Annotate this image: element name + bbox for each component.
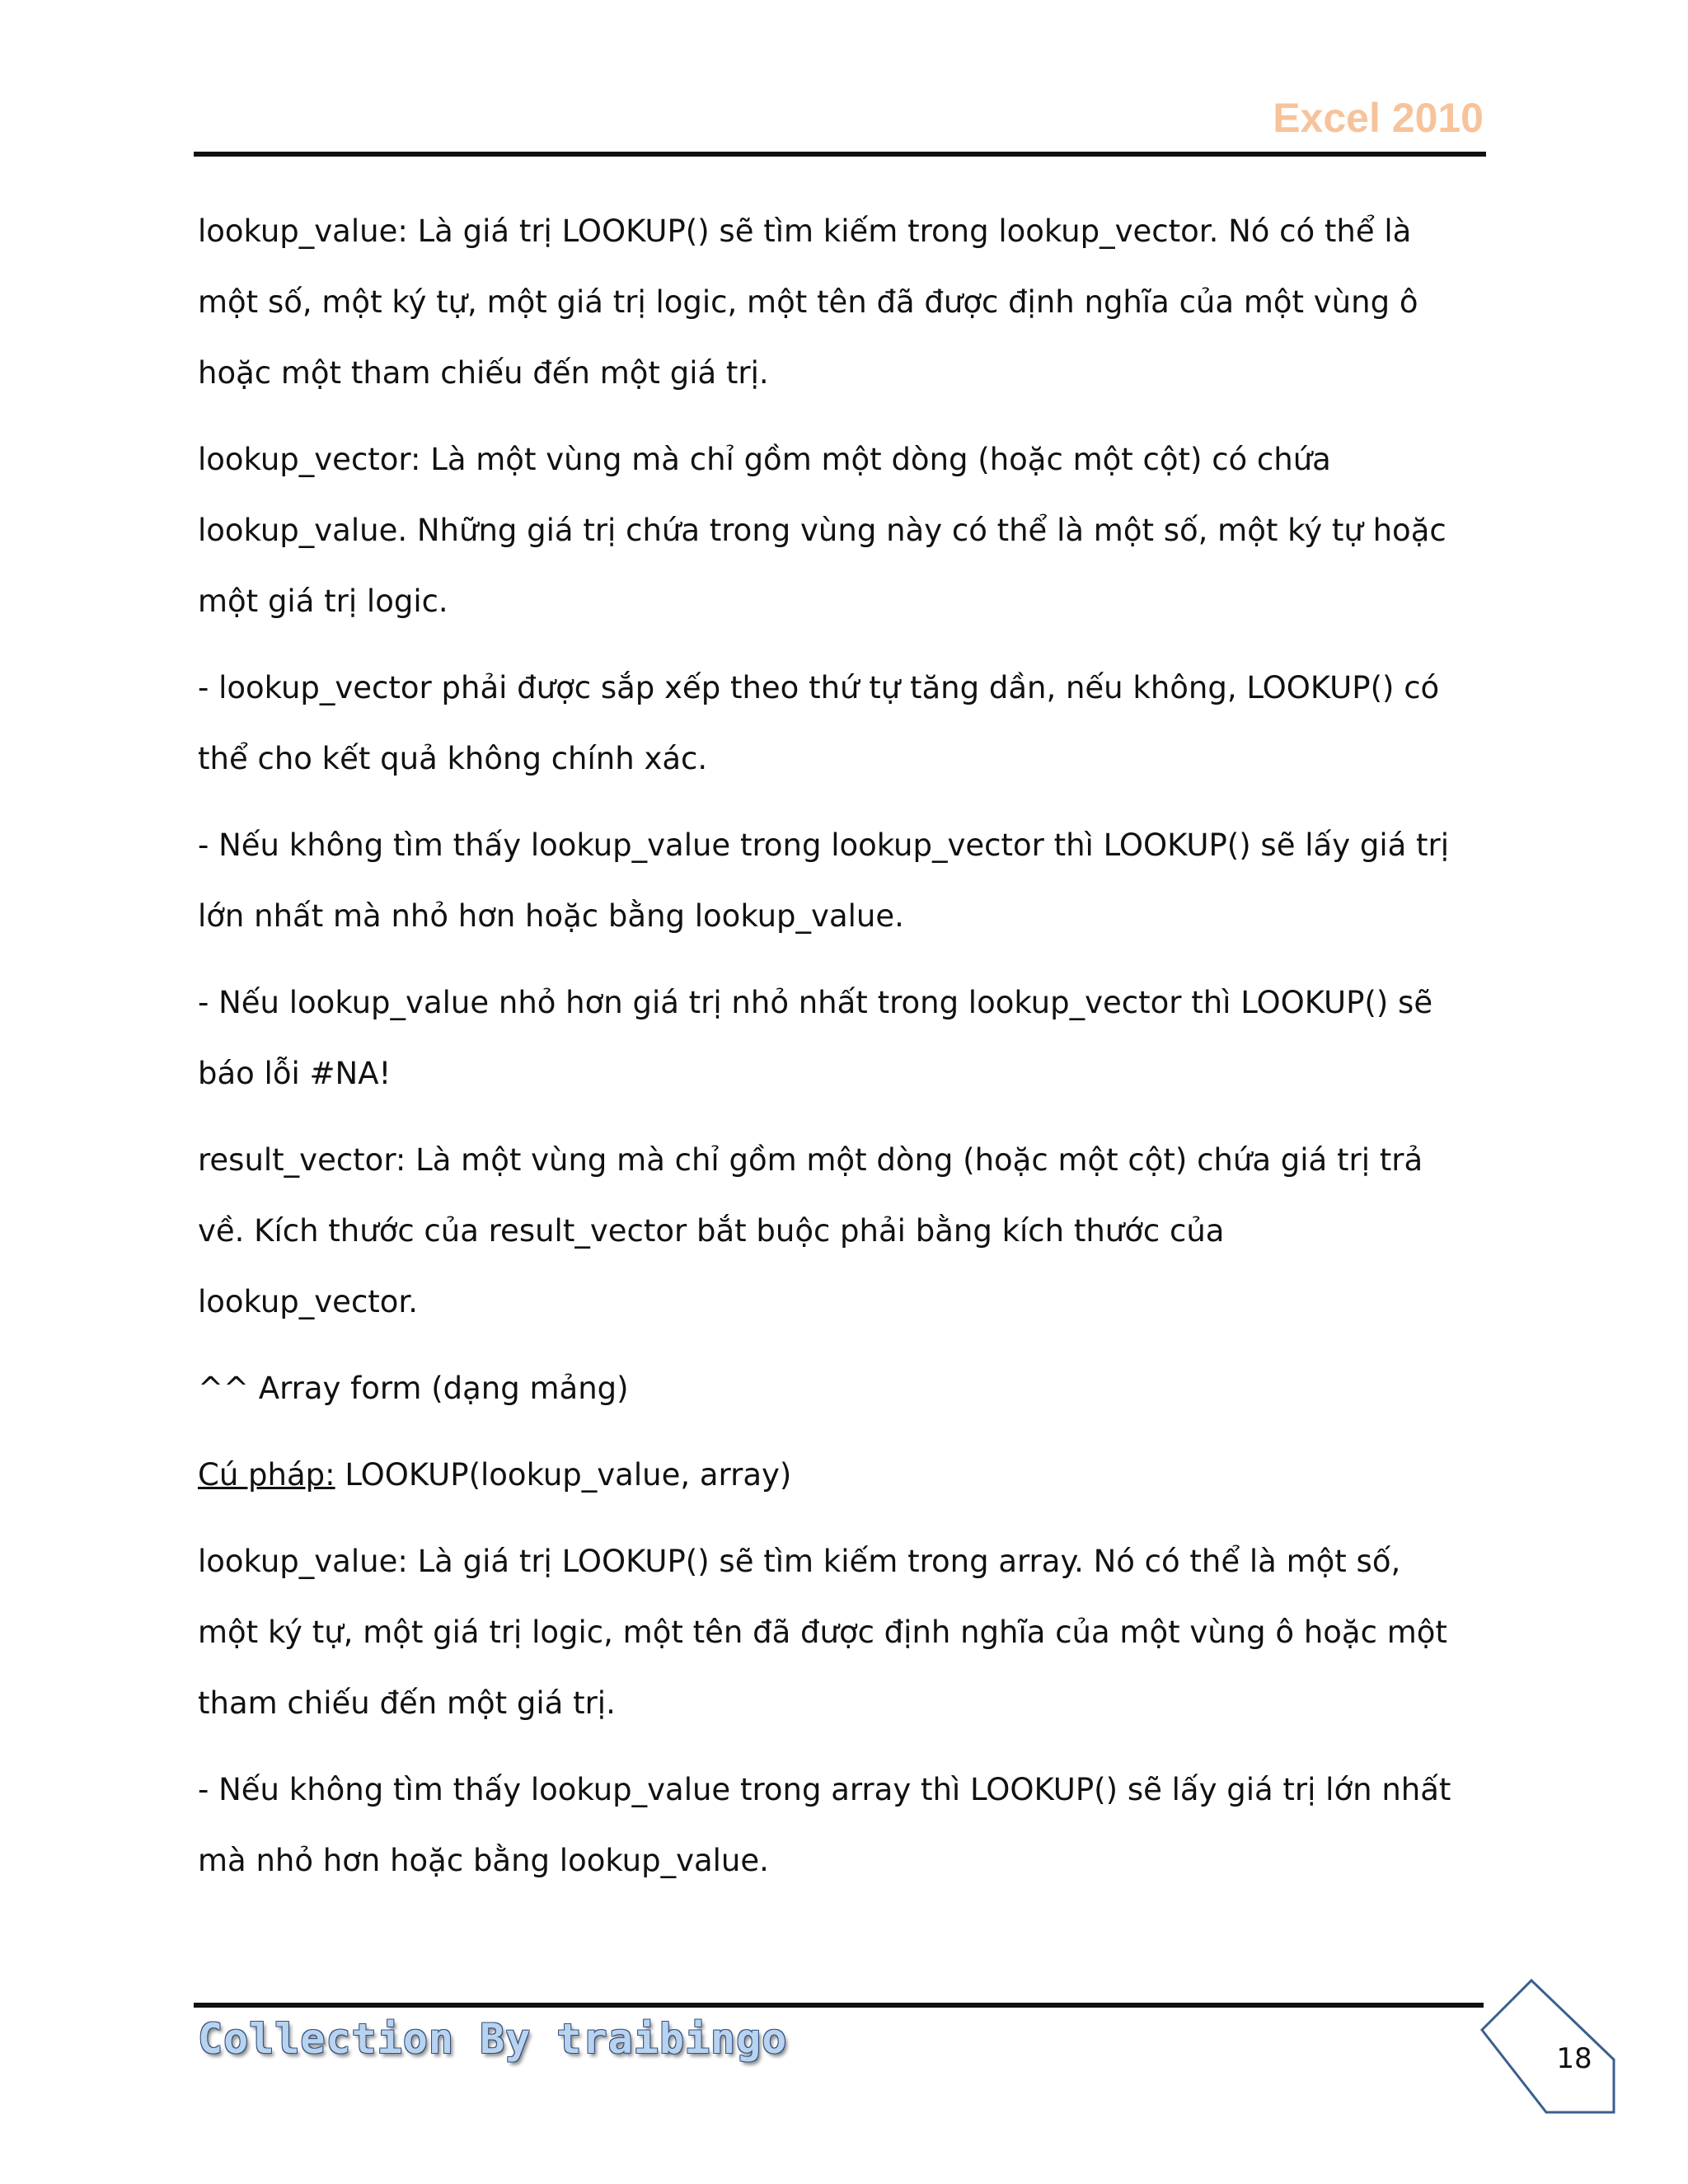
text-line: thể cho kết quả không chính xác. xyxy=(198,741,708,776)
text-line: lookup_vector: Là một vùng mà chỉ gồm một dòng (hoặc một cột) có chứa xyxy=(198,442,1331,477)
text-line: lookup_value. Những giá trị chứa trong vùng này có thể là một số, một ký tự hoặc xyxy=(198,513,1447,548)
para-syntax xyxy=(198,1440,1500,1511)
text-line: ^^ Array form (dạng mảng) xyxy=(198,1371,629,1406)
syntax-label: Cú pháp: xyxy=(198,1457,335,1493)
text-line: result_vector: Là một vùng mà chỉ gồm một dòng (hoặc một cột) chứa giá trị trả xyxy=(198,1142,1423,1178)
footer-brand: Collection By traibingo xyxy=(198,2015,788,2063)
text-line: tham chiếu đến một giá trị. xyxy=(198,1685,616,1721)
text-line: - Nếu lookup_value nhỏ hơn giá trị nhỏ nhất trong lookup_vector thì LOOKUP() sẽ xyxy=(198,985,1433,1020)
footer-rule xyxy=(194,2003,1484,2008)
text-line: một giá trị logic. xyxy=(198,583,448,619)
para-not-found-note xyxy=(198,810,1500,952)
text-line: lookup_value: Là giá trị LOOKUP() sẽ tìm kiếm trong lookup_vector. Nó có thể là xyxy=(198,213,1412,249)
text-line: - Nếu không tìm thấy lookup_value trong lookup_vector thì LOOKUP() sẽ lấy giá trị xyxy=(198,827,1450,863)
para-result-vector xyxy=(198,1125,1500,1338)
header-title: Excel 2010 xyxy=(1273,95,1484,141)
para-lookup-vector xyxy=(198,424,1500,637)
page-body xyxy=(198,196,1500,1912)
para-array-form-heading xyxy=(198,1353,1500,1424)
header-rule xyxy=(194,152,1486,157)
para-error-note xyxy=(198,968,1500,1109)
page-number: 18 xyxy=(1556,2042,1592,2075)
text-line: mà nhỏ hơn hoặc bằng lookup_value. xyxy=(198,1843,769,1878)
para-array-not-found-note xyxy=(198,1755,1500,1896)
syntax-formula: LOOKUP(lookup_value, array) xyxy=(335,1457,792,1493)
text-line: hoặc một tham chiếu đến một giá trị. xyxy=(198,355,769,391)
text-line: một số, một ký tự, một giá trị logic, một tên đã được định nghĩa của một vùng ô xyxy=(198,284,1418,320)
text-line: báo lỗi #NA! xyxy=(198,1056,392,1091)
text-line: lookup_value: Là giá trị LOOKUP() sẽ tìm kiếm trong array. Nó có thể là một số, xyxy=(198,1544,1401,1579)
text-line: - Nếu không tìm thấy lookup_value trong array thì LOOKUP() sẽ lấy giá trị lớn nhất xyxy=(198,1772,1451,1807)
text-line: một ký tự, một giá trị logic, một tên đã được định nghĩa của một vùng ô hoặc một xyxy=(198,1615,1447,1650)
para-lookup-value-array xyxy=(198,1526,1500,1739)
para-sorted-note xyxy=(198,653,1500,794)
para-lookup-value-vector xyxy=(198,196,1500,409)
text-line: lookup_vector. xyxy=(198,1284,419,1319)
text-line: lớn nhất mà nhỏ hơn hoặc bằng lookup_value. xyxy=(198,898,904,934)
text-line: - lookup_vector phải được sắp xếp theo thứ tự tăng dần, nếu không, LOOKUP() có xyxy=(198,670,1440,705)
text-line: về. Kích thước của result_vector bắt buộc phải bằng kích thước của xyxy=(198,1213,1225,1249)
